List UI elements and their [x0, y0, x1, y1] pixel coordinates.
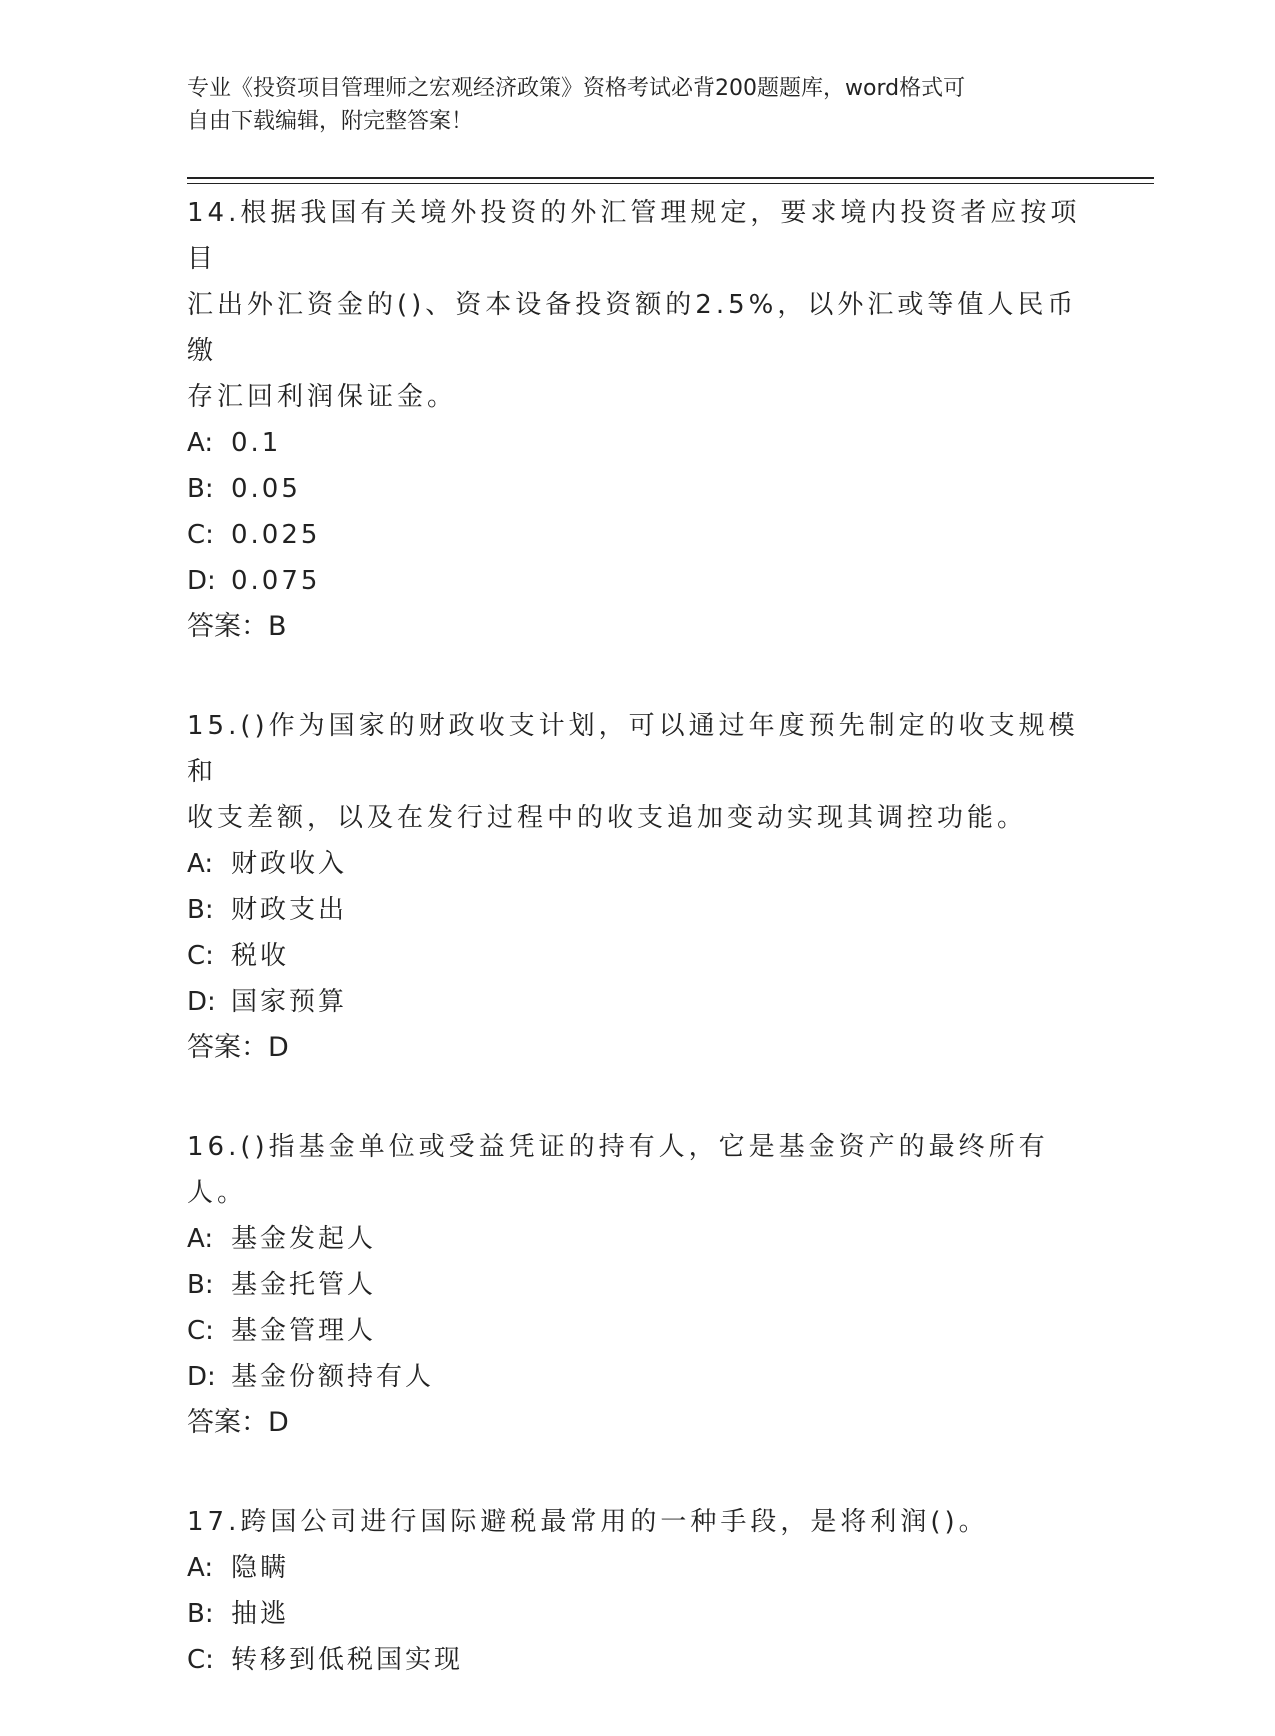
header-divider: [187, 183, 1154, 184]
stem-line: 汇出外汇资金的()、资本设备投资额的2.5%，以外汇或等值人民币缴: [187, 290, 1078, 366]
option-letter: D:: [187, 566, 216, 596]
document-header: [187, 72, 1067, 138]
stem-line: 收支差额，以及在发行过程中的收支追加变动实现其调控功能。: [187, 803, 1028, 833]
option-a: [187, 841, 1087, 887]
option-letter: C:: [187, 1645, 214, 1675]
option-letter: A:: [187, 428, 214, 458]
option-d: [187, 979, 1087, 1025]
option-letter: B:: [187, 1270, 214, 1300]
stem-line: 16.()指基金单位或受益凭证的持有人，它是基金资产的最终所有人。: [187, 1132, 1049, 1208]
option-b: [187, 887, 1087, 933]
question-17: [187, 1499, 1087, 1683]
question-stem: [187, 703, 1087, 841]
option-letter: B:: [187, 895, 214, 925]
option-text: 财政收入: [231, 849, 348, 879]
option-letter: A:: [187, 1224, 214, 1254]
option-text: 基金托管人: [231, 1270, 377, 1300]
option-letter: B:: [187, 474, 214, 504]
option-a: [187, 420, 1087, 466]
header-divider: [187, 177, 1154, 179]
option-c: [187, 1308, 1087, 1354]
option-text: 0.075: [231, 566, 321, 596]
option-d: [187, 1354, 1087, 1400]
option-text: 基金管理人: [231, 1316, 377, 1346]
option-letter: C:: [187, 520, 214, 550]
option-a: [187, 1545, 1087, 1591]
option-letter: A:: [187, 849, 214, 879]
option-a: [187, 1216, 1087, 1262]
option-c: [187, 933, 1087, 979]
option-text: 转移到低税国实现: [231, 1645, 464, 1675]
stem-line: 存汇回利润保证金。: [187, 382, 458, 412]
option-text: 0.025: [231, 520, 321, 550]
stem-line: 15.()作为国家的财政收支计划，可以通过年度预先制定的收支规模和: [187, 711, 1079, 787]
option-d: [187, 558, 1087, 604]
question-list: [187, 190, 1087, 1736]
option-letter: D:: [187, 1362, 216, 1392]
option-text: 基金份额持有人: [231, 1362, 435, 1392]
answer-line: 答案：B: [187, 611, 287, 642]
option-text: 税收: [231, 941, 290, 971]
option-letter: B:: [187, 1599, 214, 1629]
option-text: 0.05: [231, 474, 301, 504]
question-16: [187, 1124, 1087, 1446]
option-letter: C:: [187, 941, 214, 971]
option-text: 财政支出: [231, 895, 348, 925]
option-b: [187, 466, 1087, 512]
question-15: [187, 703, 1087, 1071]
header-line: 专业《投资项目管理师之宏观经济政策》资格考试必背200题题库，word格式可: [187, 76, 966, 101]
stem-line: 14.根据我国有关境外投资的外汇管理规定，要求境内投资者应按项目: [187, 198, 1081, 274]
question-stem: [187, 190, 1087, 420]
option-letter: C:: [187, 1316, 214, 1346]
option-b: [187, 1591, 1087, 1637]
answer-line: 答案：D: [187, 1407, 289, 1438]
header-line: 自由下载编辑，附完整答案！: [187, 109, 474, 134]
option-text: 隐瞒: [231, 1553, 290, 1583]
stem-line: 17.跨国公司进行国际避税最常用的一种手段，是将利润()。: [187, 1507, 989, 1537]
option-text: 国家预算: [231, 987, 348, 1017]
option-text: 0.1: [231, 428, 282, 458]
option-letter: D:: [187, 987, 216, 1017]
question-stem: [187, 1499, 1087, 1545]
option-text: 抽逃: [231, 1599, 290, 1629]
option-b: [187, 1262, 1087, 1308]
option-letter: A:: [187, 1553, 214, 1583]
option-c: [187, 512, 1087, 558]
question-stem: [187, 1124, 1087, 1216]
option-c: [187, 1637, 1087, 1683]
option-text: 基金发起人: [231, 1224, 377, 1254]
question-14: [187, 190, 1087, 650]
answer-line: 答案：D: [187, 1032, 289, 1063]
